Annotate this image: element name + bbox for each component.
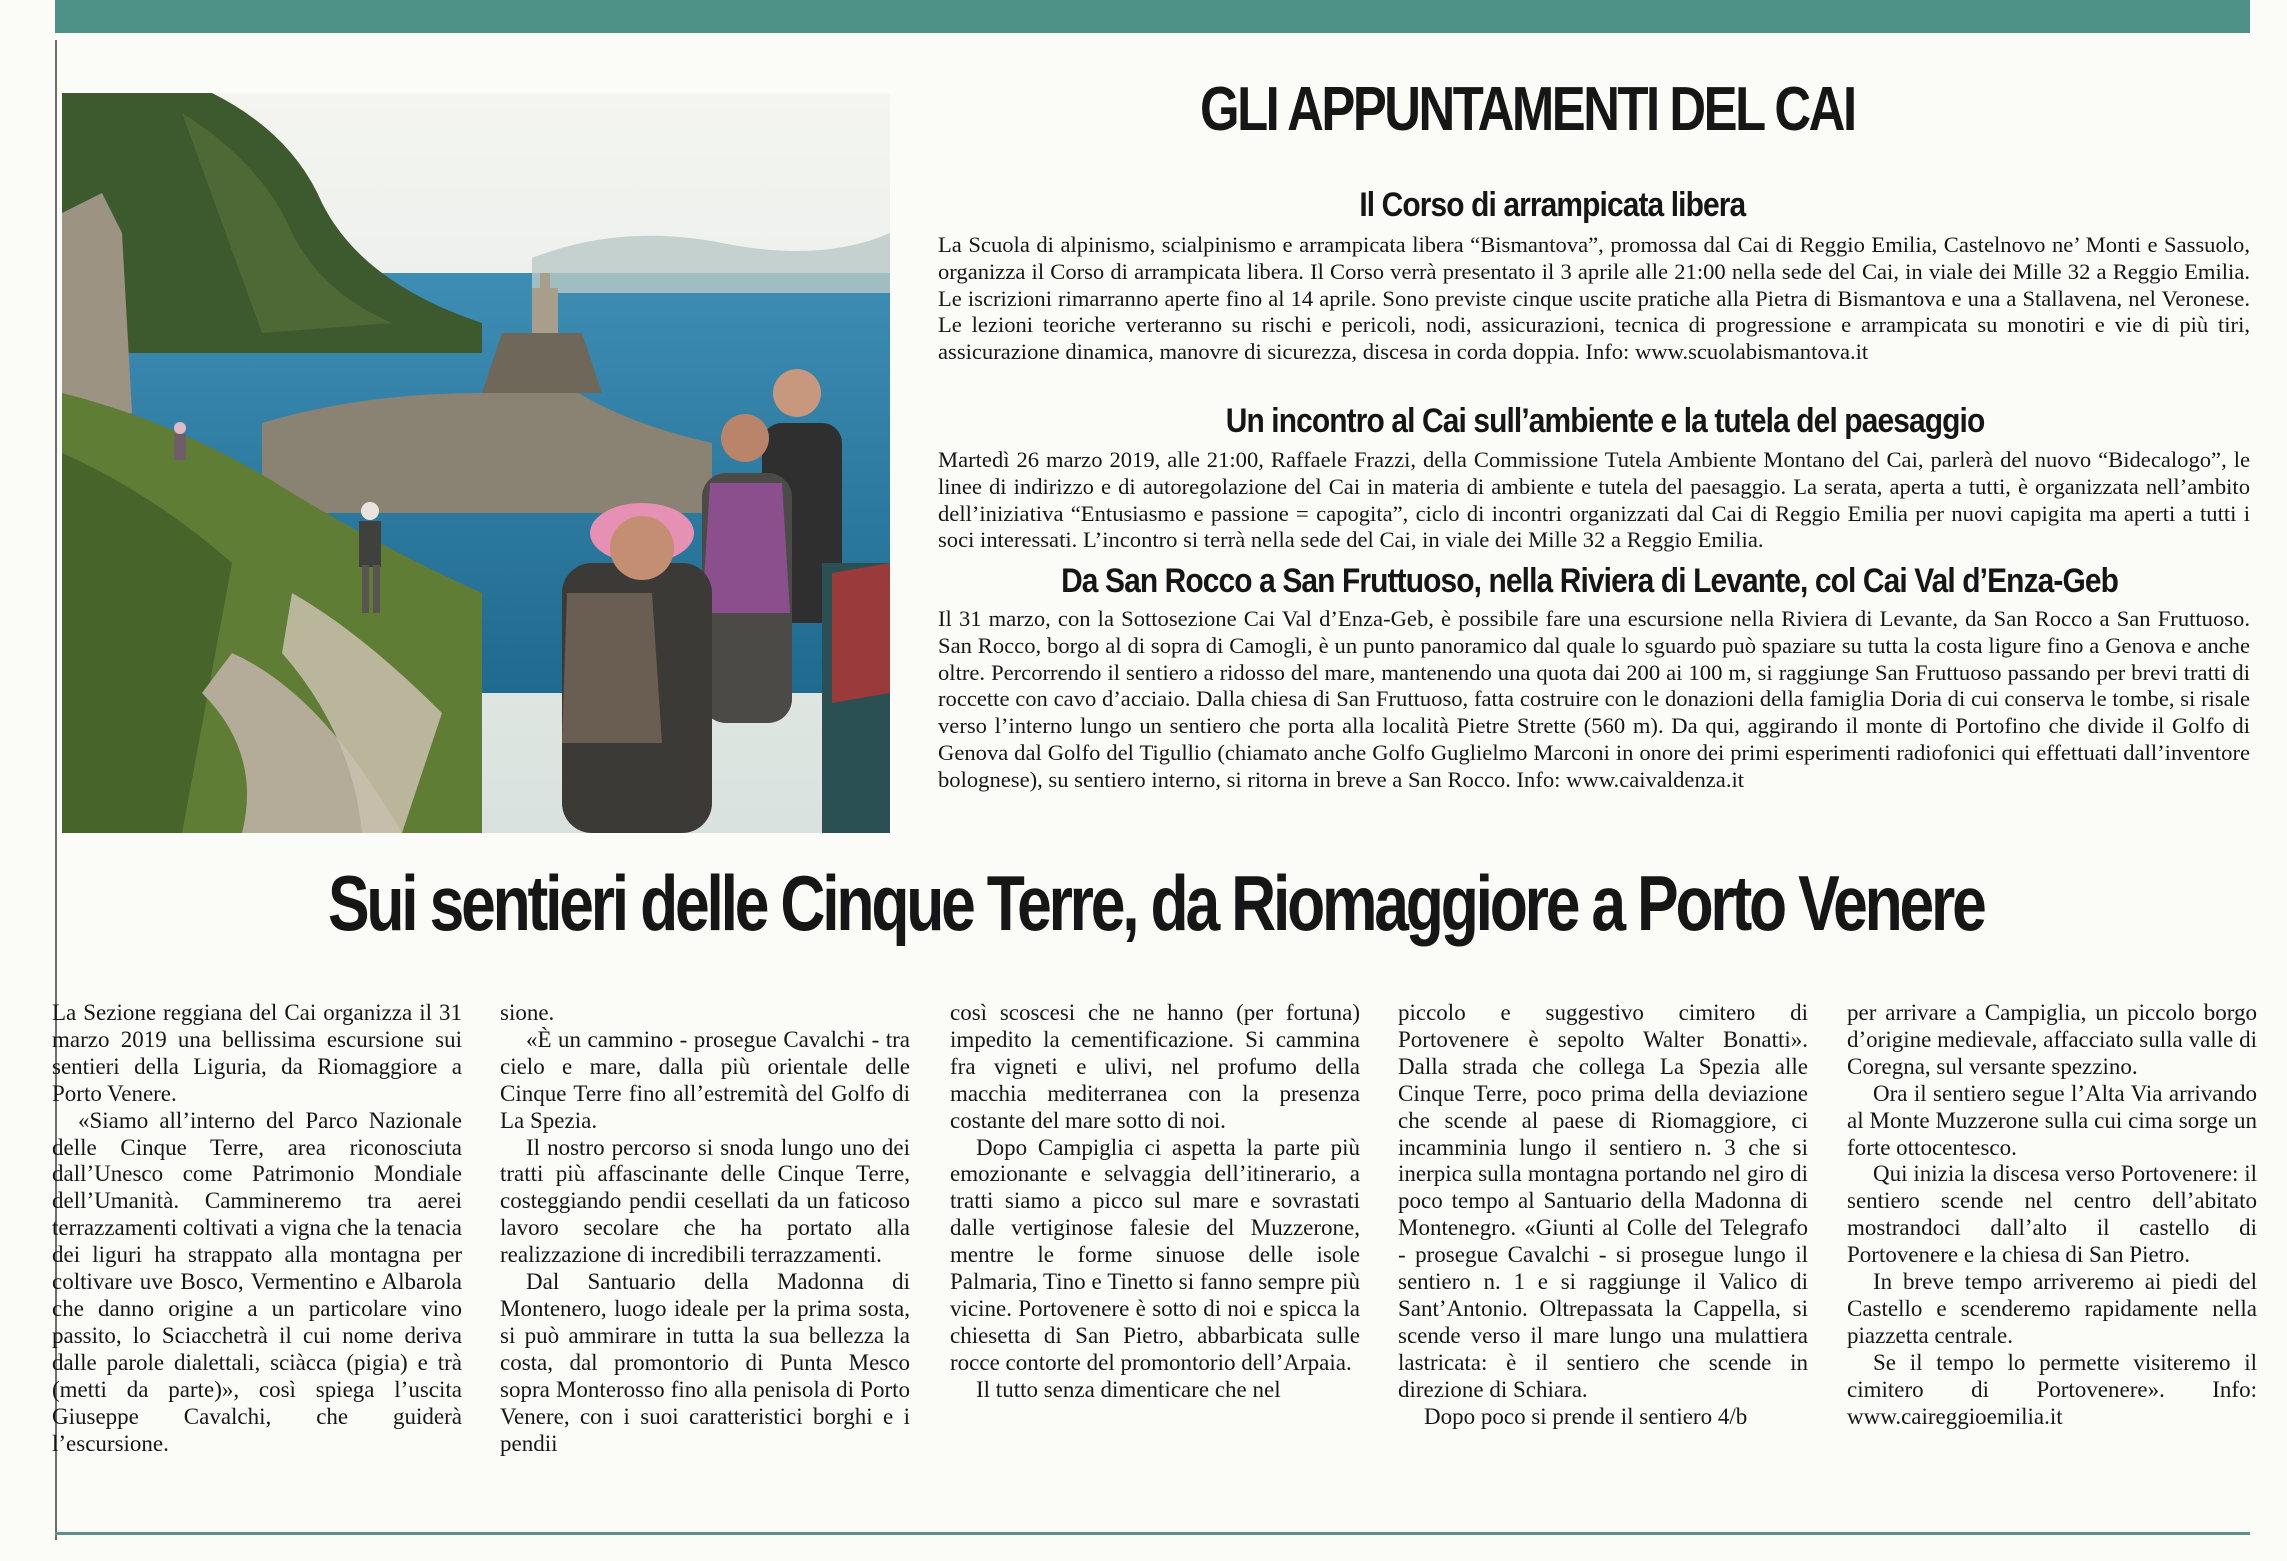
box-item-3-heading: Da San Rocco a San Fruttuoso, nella Riviera di Levante, col Cai Val d’Enza-Geb xyxy=(1061,562,2119,600)
article-body xyxy=(50,1000,2257,1510)
box-item-2-heading: Un incontro al Cai sull’ambiente e la tutela del paesaggio xyxy=(1225,402,1985,440)
article-headline: Sui sentieri delle Cinque Terre, da Riomaggiore a Porto Venere xyxy=(327,859,1984,947)
paragraph: Dopo poco si prende il sentiero 4/b xyxy=(1424,1403,1748,1429)
box-title: GLI APPUNTAMENTI DEL CAI xyxy=(1200,75,1855,144)
article-column-2 xyxy=(500,1000,910,1510)
hikers-photo xyxy=(62,93,890,833)
paragraph: Dopo Campiglia ci aspetta la parte più emozionante e selvaggia dell’itinerario, a tratti siamo a picco sul mare e sovrastati dalle vertiginose falesie del Muzzerone, mentre le forme sinuose delle isole Palmaria, Tino e Tinetto si fanno sempre più vicine. Portovenere è sotto di noi e spicca la chiesetta di San Pietro, abbarbicata sulle rocce contorte del promontorio dell’Arpaia. xyxy=(950,1134,1360,1375)
paragraph: La Sezione reggiana del Cai organizza il 31 marzo 2019 una bellissima escursione sui sentieri della Liguria, da Riomaggiore a Porto Venere. xyxy=(52,1000,462,1106)
top-color-bar xyxy=(55,0,2250,33)
paragraph: Il tutto senza dimenticare che nel xyxy=(976,1376,1281,1402)
article-column-1 xyxy=(52,1000,462,1510)
paragraph: Ora il sentiero segue l’Alta Via arrivando al Monte Muzzerone sulla cui cima sorge un forte ottocentesco. xyxy=(1847,1080,2257,1160)
bottom-color-rule xyxy=(55,1532,2250,1535)
article-column-5 xyxy=(1847,1000,2257,1510)
paragraph: «È un cammino - prosegue Cavalchi - tra cielo e mare, dalla più orientale delle Cinque Terre fino all’estremità del Golfo di La Spezia. xyxy=(500,1026,910,1133)
article-column-3 xyxy=(950,1000,1360,1510)
paragraph: In breve tempo arriveremo ai piedi del Castello e scenderemo rapidamente nella piazzetta centrale. xyxy=(1847,1269,2257,1348)
paragraph: sione. xyxy=(500,1000,555,1025)
paragraph: Il nostro percorso si snoda lungo uno dei tratti più affascinante delle Cinque Terre, costeggiando pendii cesellati da un faticoso lavoro secolare che ha portato alla realizzazione di incredibili terrazzamenti. xyxy=(500,1134,910,1268)
box-item-2-text: Martedì 26 marzo 2019, alle 21:00, Raffaele Frazzi, della Commissione Tutela Ambiente Montano del Cai, parlerà del nuovo “Bidecalogo”, le linee di indirizzo e di autoregolazione del Cai in materia di ambiente e tutela del paesaggio. La serata, aperta a tutti, è organizzata nell’ambito dell’iniziativa “Entusiasmo e passione = capogita”, ciclo di incontri organizzati dal Cai di Reggio Emilia per nuovi capigita ma aperti a tutti i soci interessati. L’incontro si terrà nella sede del Cai, in viale dei Mille 32 a Reggio Emilia. xyxy=(938,447,2250,553)
paragraph: Se il tempo lo permette visiteremo il cimitero di Portovenere». Info: www.caireggioemilia.it xyxy=(1847,1349,2257,1429)
paragraph: Dal Santuario della Madonna di Montenero, luogo ideale per la prima sosta, si può ammirare in tutta la sua bellezza la costa, dal promontorio di Punta Mesco sopra Monterosso fino alla penisola di Porto Venere, con i suoi caratteristici borghi e i pendii xyxy=(500,1269,910,1456)
box-item-1-text: La Scuola di alpinismo, scialpinismo e arrampicata libera “Bismantova”, promossa dal Cai di Reggio Emilia, Castelnovo ne’ Monti e Sassuolo, organizza il Corso di arrampicata libera. Il Corso verrà presentato il 3 aprile alle 21:00 nella sede del Cai, in viale dei Mille 32 a Reggio Emilia. Le iscrizioni rimarranno aperte fino al 14 aprile. Sono previste cinque uscite pratiche alla Pietra di Bismantova e una a Stallavena, nel Veronese. Le lezioni teoriche verteranno su rischi e pericoli, nodi, assicurazioni, tecnica di progressione e arrampicata su monotiri e vie di più tiri, assicurazione dinamica, manovre di sicurezza, discesa in corda doppia. Info: www.scuolabismantova.it xyxy=(938,232,2250,365)
paragraph: Qui inizia la discesa verso Portovenere: il sentiero scende nel centro dell’abitato mostrandoci dall’alto il castello di Portovenere e la chiesa di San Pietro. xyxy=(1847,1161,2257,1268)
box-item-3-text: Il 31 marzo, con la Sottosezione Cai Val d’Enza-Geb, è possibile fare una escursione nella Riviera di Levante, da San Rocco a San Fruttuoso. San Rocco, borgo al di sopra di Camogli, è un punto panoramico dal quale lo sguardo può spaziare su tutta la costa ligure fino a Genova e anche oltre. Percorrendo il sentiero a ridosso del mare, mantenendo una quota dai 200 ai 100 m, si raggiunge San Fruttuoso passando per brevi tratti di roccette con cavo d’acciaio. Dalla chiesa di San Fruttuoso, fatta costruire con le donazioni della famiglia Doria di cui conserva le tombe, si risale verso l’interno lungo un sentiero che porta alla località Pietre Strette (560 m). Da qui, aggirando il monte di Portofino che divide il Golfo di Genova dal Golfo del Tigullio (chiamato anche Golfo Guglielmo Marconi in onore dei primi esperimenti radiofonici qui effettuati dall’inventore bolognese), su sentiero interno, si ritorna in breve a San Rocco. Info: www.caivaldenza.it xyxy=(938,606,2250,792)
paragraph: «Siamo all’interno del Parco Nazionale delle Cinque Terre, area riconosciuta dall’Unesco come Patrimonio Mondiale dell’Umanità. Cammineremo tra aerei terrazzamenti coltivati a vigna che la tenacia dei liguri ha strappato alla montagna per coltivare uve Bosco, Vermentino e Albarola che danno origine a un particolare vino passito, lo Sciacchetrà il cui nome deriva dalle parole dialettali, sciàcca (pigia) e trà (metti da parte)», così spiega l’uscita Giuseppe Cavalchi, che guiderà l’escursione. xyxy=(52,1107,462,1456)
box-item-1-heading: Il Corso di arrampicata libera xyxy=(1359,186,1746,224)
article-column-4 xyxy=(1398,1000,1808,1510)
paragraph: piccolo e suggestivo cimitero di Portovenere è sepolto Walter Bonatti». Dalla strada che collega La Spezia alle Cinque Terre, poco prima della deviazione che scende al paese di Riomaggiore, ci incamminia lungo il sentiero n. 3 che si inerpica sulla montagna portando nel giro di poco tempo al Santuario della Madonna di Montenegro. «Giunti al Colle del Telegrafo - prosegue Cavalchi - si prosegue lungo il sentiero n. 1 e si raggiunge il Valico di Sant’Antonio. Oltrepassata la Cappella, si scende verso il mare lungo una mulattiera lastricata: è il sentiero che scende in direzione di Schiara. xyxy=(1398,1000,1808,1402)
paragraph: così scoscesi che ne hanno (per fortuna) impedito la cementificazione. Si cammina fra vigneti e ulivi, nel profumo della macchia mediterranea con la presenza costante del mare sotto di noi. xyxy=(950,1000,1360,1133)
paragraph: per arrivare a Campiglia, un piccolo borgo d’origine medievale, affacciato sulla valle di Coregna, sul versante spezzino. xyxy=(1847,1000,2257,1079)
